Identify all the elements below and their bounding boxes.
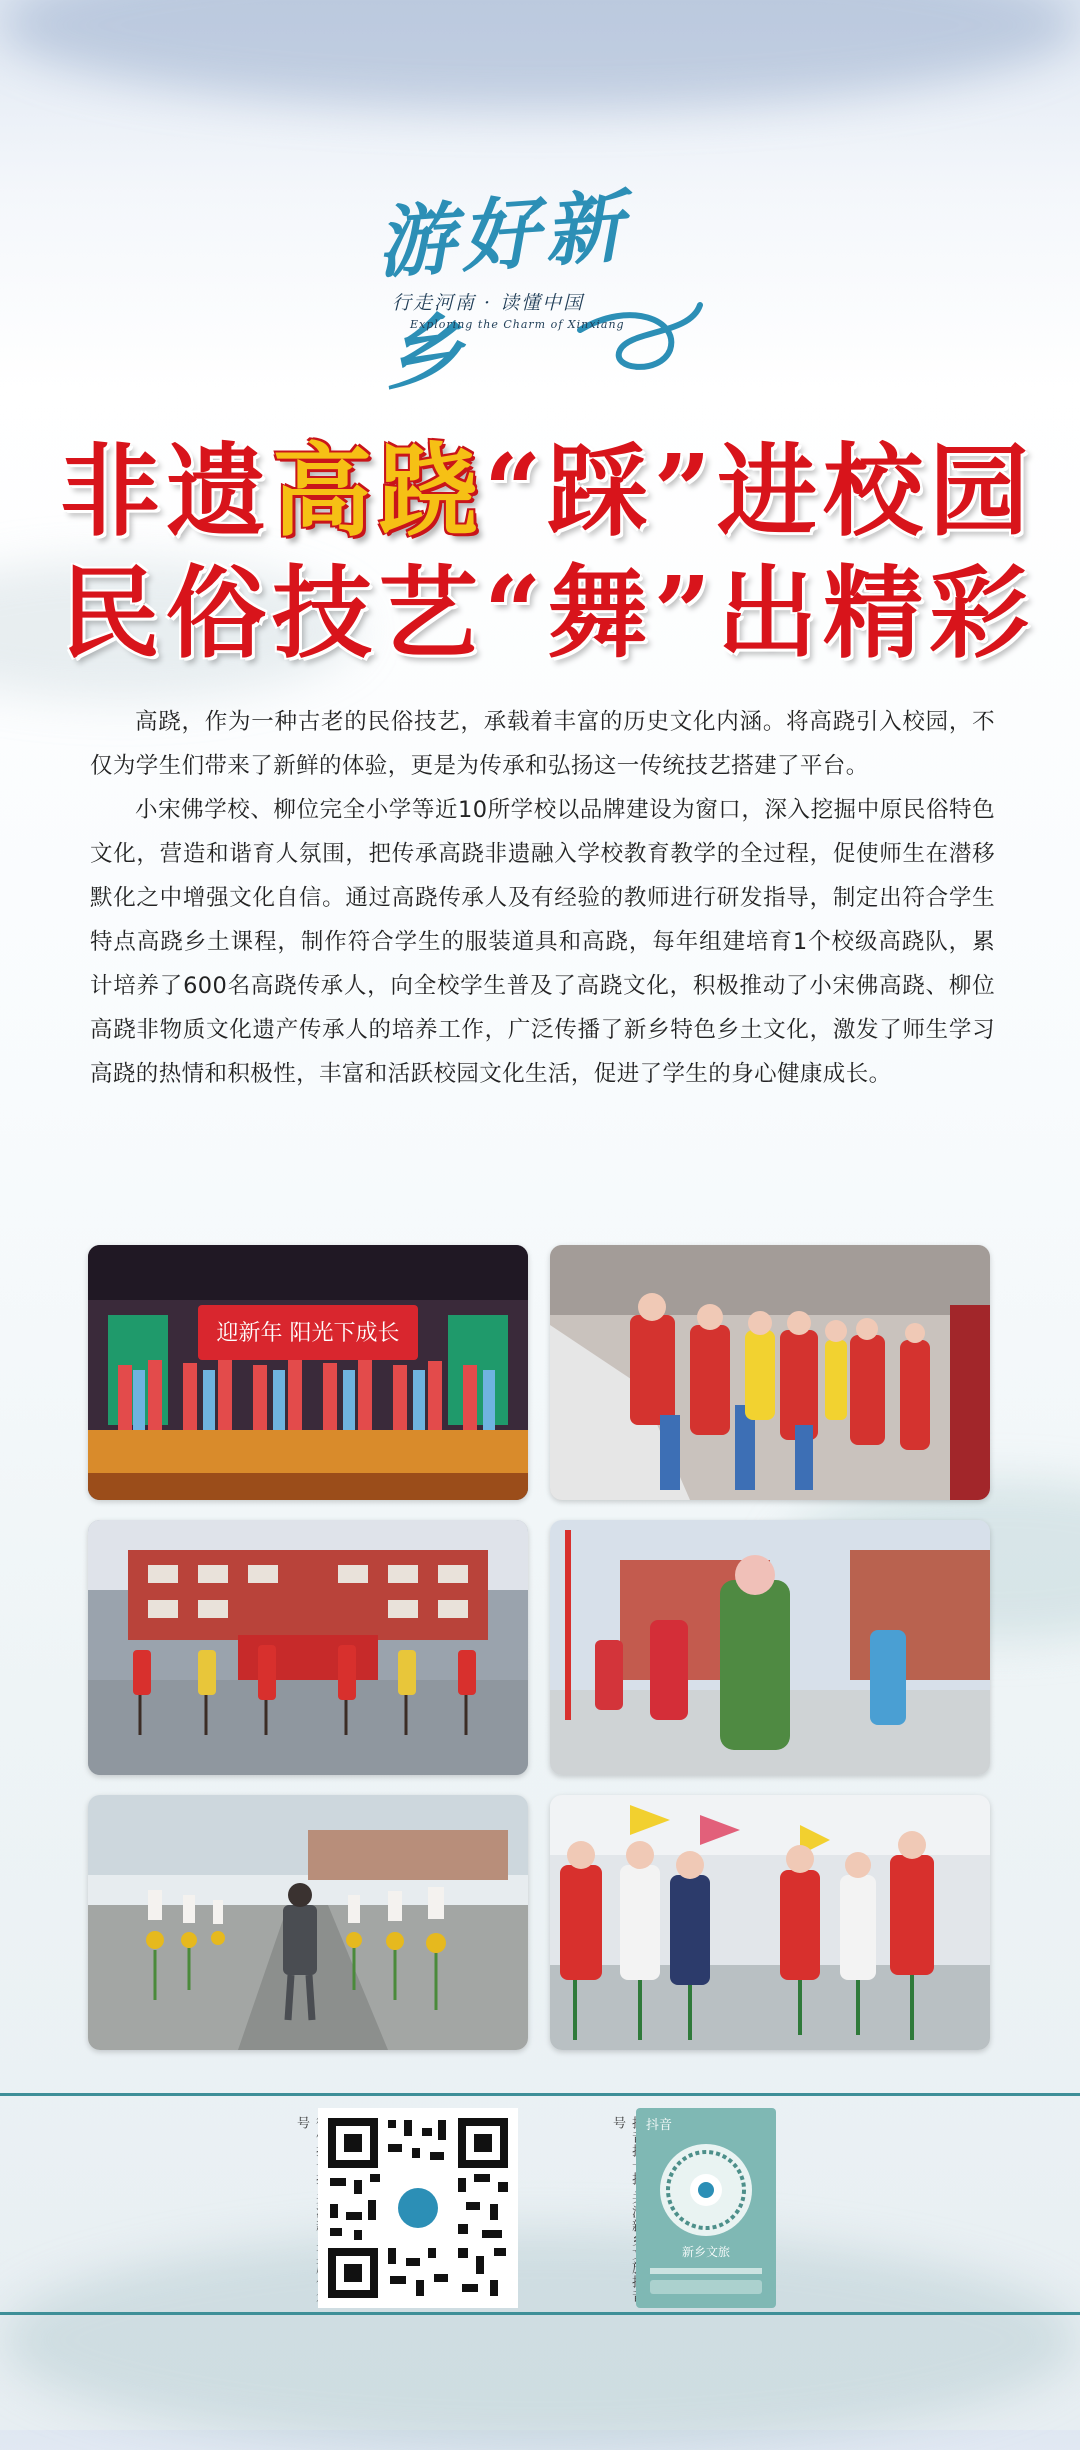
photo-stage-performance — [88, 1245, 528, 1500]
photo-costumed-performer — [550, 1520, 990, 1775]
headline — [60, 430, 1036, 674]
douyin-qr-card[interactable] — [636, 2108, 776, 2308]
photo-banner-text: 迎新年 阳光下成长 — [216, 1321, 400, 1346]
douyin-info-bar — [650, 2268, 762, 2274]
logo-slogan: 行走河南 · 读懂中国 — [392, 292, 585, 314]
article-body — [90, 700, 995, 1096]
douyin-qr-icon — [658, 2142, 754, 2238]
ink-wash-bottom — [0, 2230, 1080, 2450]
photo-stilt-rows-practice — [88, 1795, 528, 2050]
douyin-caption: 号 — [610, 2116, 625, 2130]
headline-highlight: 高跷 — [272, 432, 484, 550]
article-paragraph-1: 高跷，作为一种古老的民俗技艺，承载着丰富的历史文化内涵。将高跷引入校园，不仅为学生们带来了新鲜的体验，更是为传承和弘扬这一传统技艺搭建了平台。 — [90, 709, 995, 779]
photo-schoolyard-stilts — [88, 1520, 528, 1775]
photo-stilt-parade — [550, 1795, 990, 2050]
headline-part-a: 非遗 — [60, 432, 272, 550]
headline-line-2: 民俗技艺“舞”出精彩 — [60, 554, 1036, 672]
wechat-qr-code[interactable] — [318, 2108, 518, 2308]
photo-performers-steps — [550, 1245, 990, 1500]
douyin-account-name: 新乡文旅 — [681, 2245, 730, 2259]
brand-logo — [370, 170, 710, 402]
wechat-caption: 号 — [294, 2116, 309, 2130]
douyin-hint-bar — [650, 2280, 762, 2294]
wechat-qr-icon — [318, 2108, 518, 2308]
article-paragraph-2: 小宋佛学校、柳位完全小学等近10所学校以品牌建设为窗口，深入挖掘中原民俗特色文化，营造和谐育人氛围，把传承高跷非遗融入学校教育教学的全过程，促使师生在潜移默化之中增强文化自信。通过高跷传承人及有经验的教师进行研发指导，制定出符合学生特点高跷乡土课程，制作符合学生的服装道具和高跷，每年组建培育1个校级高跷队，累计培养了600名高跷传承人，向全校学生普及了高跷文化，积极推动了小宋佛高跷、柳位高跷非物质文化遗产传承人的培养工作，广泛传播了新乡特色乡土文化，激发了师生学习高跷的热情和积极性，丰富和活跃校园文化生活，促进了学生的身心健康成长。 — [90, 797, 995, 1087]
ink-wash-top — [0, 0, 1080, 110]
logo-english: Exploring the Charm of Xinxiang — [410, 318, 625, 331]
footer-rule-top — [0, 2093, 1080, 2096]
headline-line-1 — [60, 430, 1036, 552]
logo-wordmark: 游好新乡 — [373, 181, 632, 402]
douyin-app-label: 抖音 — [646, 2118, 673, 2133]
headline-part-c: “踩”进校园 — [484, 432, 1036, 550]
footer-rule-bottom — [0, 2312, 1080, 2315]
